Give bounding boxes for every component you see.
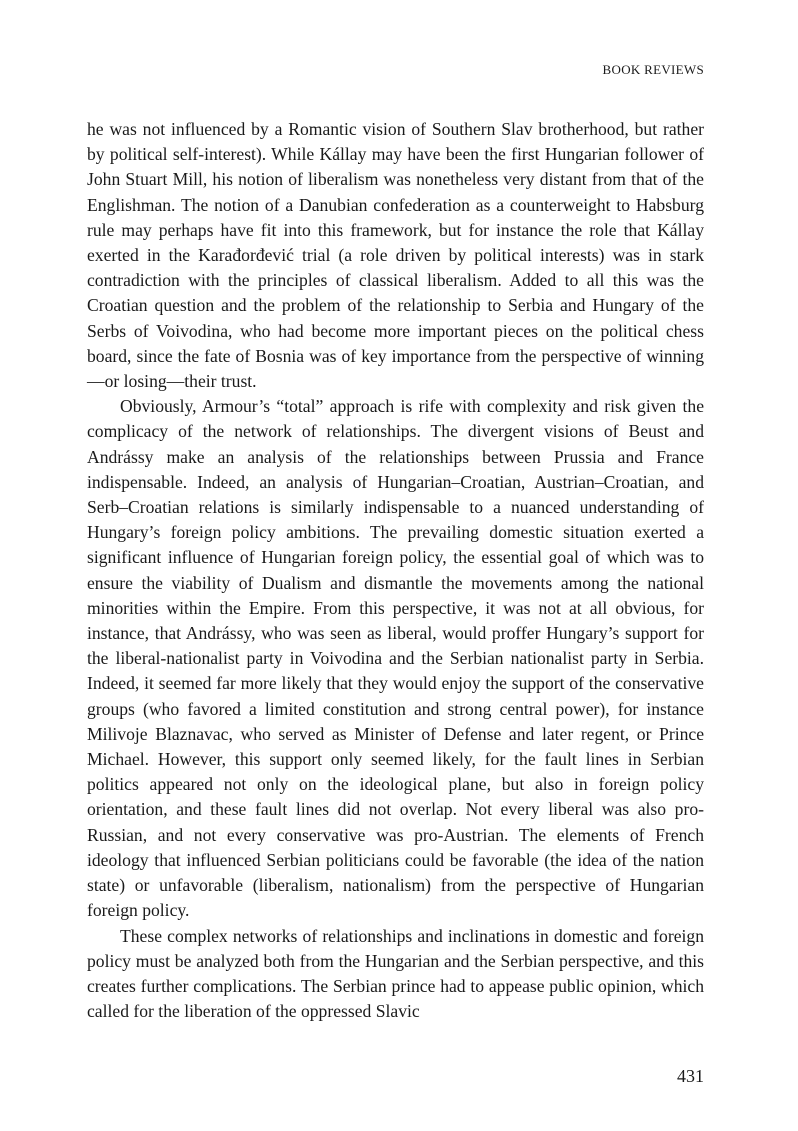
page-number: 431 — [677, 1066, 704, 1086]
paragraph-continued: he was not influenced by a Romantic vision of Southern Slav brotherhood, but rather by political self-interest). While Kállay may have been the first Hungarian follower of John Stuart Mill, his notion of liberalism was nonetheless very distant from that of the Englishman. The notion of a Danubian confederation as a counterweight to Habsburg rule may perhaps have fit into this framework, but for instance the role that Kállay exerted in the Karađorđević trial (a role driven by political interests) was in stark contradiction with the principles of classical liberalism. Added to all this was the Croatian question and the problem of the relationship to Serbia and Hungary of the Serbs of Voivodina, who had become more important pieces on the political chess board, since the fate of Bosnia was of key importance from the perspective of winning—or losing—their trust. — [87, 119, 704, 392]
paragraph: These complex networks of relationships and inclinations in domestic and foreign policy must be analyzed both from the Hungarian and the Serbian perspective, and this creates further complications. The Serbian prince had to appease public opinion, which called for the liberation of the oppressed Slavic — [87, 925, 704, 1022]
running-head: BOOK REVIEWS — [602, 62, 704, 77]
body-text — [87, 117, 704, 1024]
paragraph: Obviously, Armour’s “total” approach is rife with complexity and risk given the complicacy of the network of relationships. The divergent visions of Beust and Andrássy make an analysis of the relationships between Prussia and France indispensable. Indeed, an analysis of Hungarian–Croatian, Austrian–Croatian, and Serb–Croatian relations is similarly indispensable to a nuanced understanding of Hungary’s foreign policy ambitions. The prevailing domestic situation exerted a significant influence of Hungarian foreign policy, the essential goal of which was to ensure the viability of Dualism and dismantle the movements among the national minorities within the Empire. From this perspective, it was not at all obvious, for instance, that Andrássy, who was seen as liberal, would proffer Hungary’s support for the liberal-nationalist party in Voivodina and the Serbian nationalist party in Serbia. Indeed, it seemed far more likely that they would enjoy the support of the conservative groups (who favored a limited constitution and strong central power), for instance Milivoje Blaznavac, who served as Minister of Defense and later regent, or Prince Michael. However, this support only seemed likely, for the fault lines in Serbian politics appeared not only on the ideological plane, but also in foreign policy orientation, and these fault lines did not overlap. Not every liberal was also pro-Russian, and not every conservative was pro-Austrian. The elements of French ideology that influenced Serbian politicians could be favorable (the idea of the nation state) or unfavorable (liberalism, nationalism) from the perspective of Hungarian foreign policy. — [87, 396, 704, 921]
